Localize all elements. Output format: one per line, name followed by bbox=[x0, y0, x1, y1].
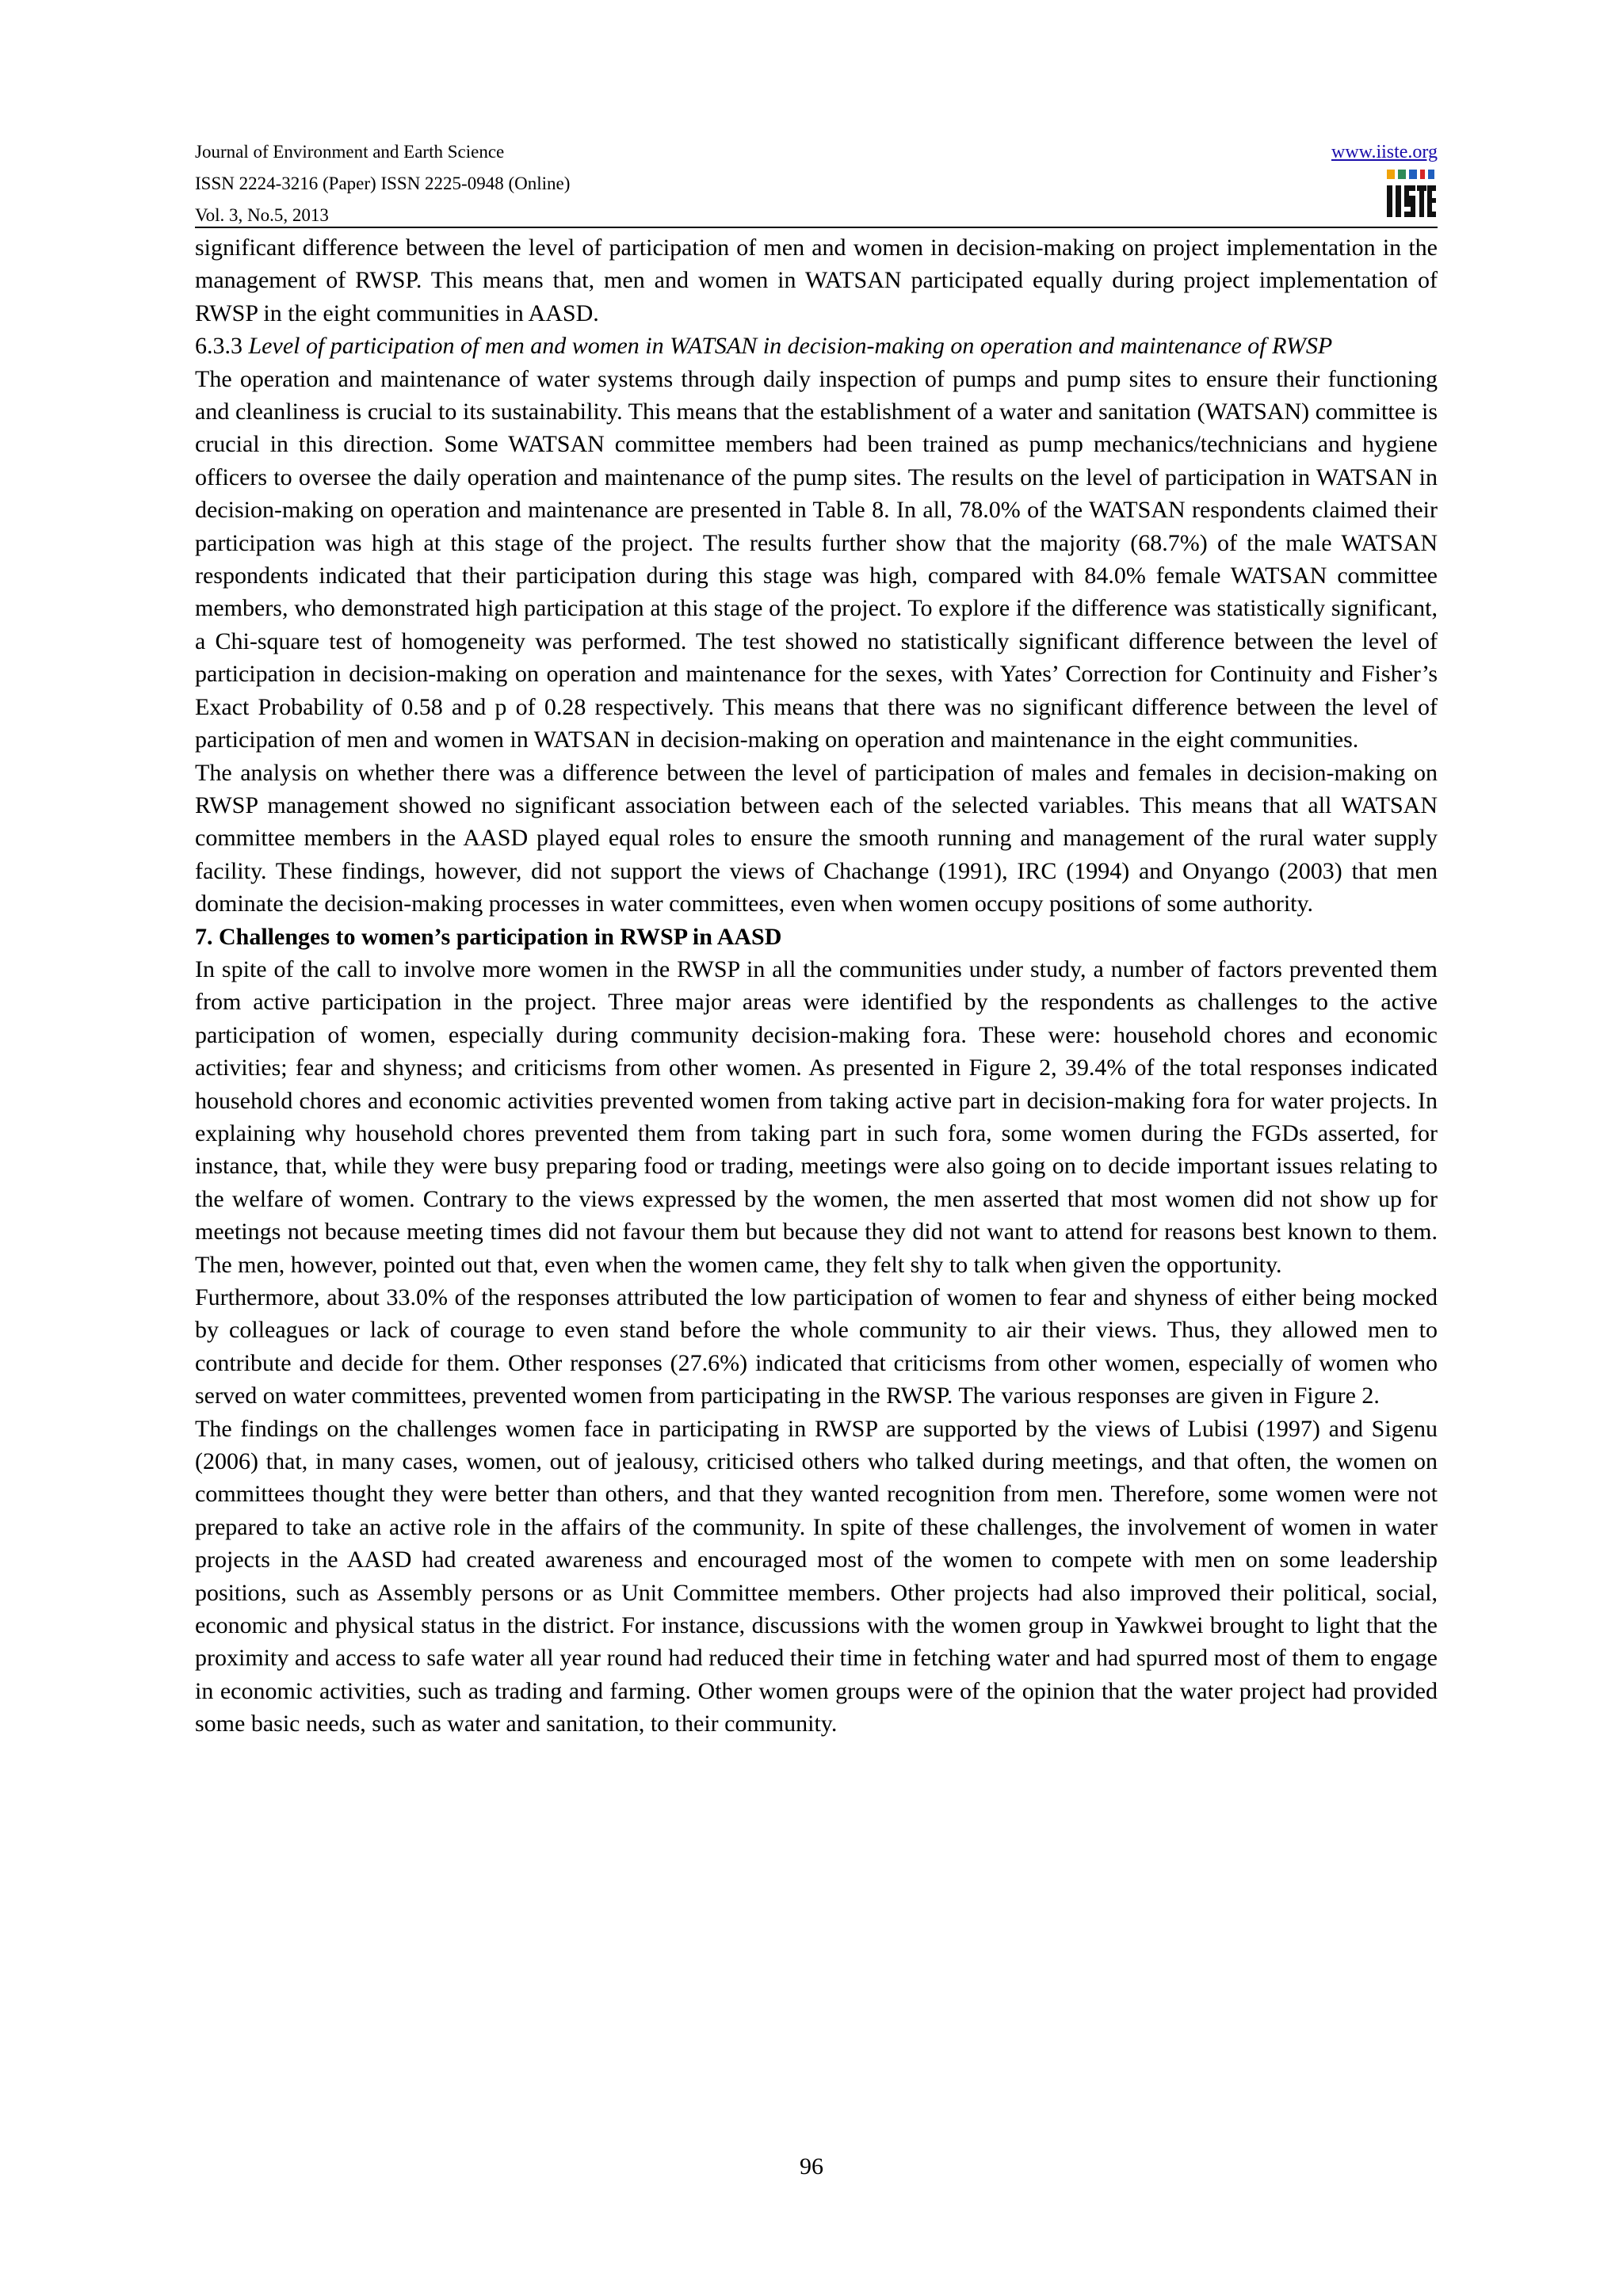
paragraph-findings: The findings on the challenges women face in participating in RWSP are supported by the views of Lubisi (1997) and Sigenu (2006) that, in many cases, women, out of jealousy, criticised others who talked during meetings, and that often, the women on committees thought they were better than others, and that they wanted recognition from men. Therefore, some women were not prepared to take an active role in the affairs of the community. In spite of these challenges, the involvement of women in water projects in the AASD had created awareness and encouraged most of the women to compete with men on some leadership positions, such as Assembly persons or as Unit Committee members. Other projects had also improved their political, social, economic and physical status in the district. For instance, discussions with the women group in Yawkwei brought to light that the proximity and access to safe water all year round had reduced their time in fetching water and had spurred most of them to engage in economic activities, such as trading and farming. Other women groups were of the opinion that the water project had provided some basic needs, such as water and sanitation, to their community. bbox=[195, 1415, 1438, 1737]
paragraph-analysis: The analysis on whether there was a difference between the level of participation of males and females in decision-making on RWSP management showed no significant association between each of the selected variables. This means that all WATSAN committee members in the AASD played equal roles to ensure the smooth running and management of the rural water supply facility. These findings, however, did not support the views of Chachange (1991), IRC (1994) and Onyango (2003) that men dominate the decision-making processes in water committees, even when women occupy positions of some authority. bbox=[195, 759, 1438, 917]
subsection-number: 6.3.3 bbox=[195, 333, 242, 360]
paragraph-continuation: significant difference between the level of participation of men and women in decision-making on project implementation in the management of RWSP. This means that, men and women in WATSAN participated equally during project implementation of RWSP in the eight communities in AASD. bbox=[195, 235, 1438, 326]
paragraph-operation-maintenance: The operation and maintenance of water systems through daily inspection of pumps and pump sites to ensure their functioning and cleanliness is crucial to its sustainability. This means that the establishment of a water and sanitation (WATSAN) committee is crucial in this direction. Some WATSAN committee members had been trained as pump mechanics/technicians and hygiene officers to oversee the daily operation and maintenance of the pump sites. The results on the level of participation in WATSAN in decision-making on operation and maintenance are presented in Table 8. In all, 78.0% of the WATSAN respondents claimed their participation was high at this stage of the project. The results further show that the majority (68.7%) of the male WATSAN respondents indicated that their participation during this stage was high, compared with 84.0% female WATSAN committee members, who demonstrated high participation at this stage of the project. To explore if the difference was statistically significant, a Chi-square test of homogeneity was performed. The test showed no statistically significant difference between the level of participation in decision-making on operation and maintenance for the sexes, with Yates’ Correction for Continuity and Fisher’s Exact Probability of 0.58 and p of 0.28 respectively. This means that there was no significant difference between the level of participation of men and women in WATSAN in decision-making on operation and maintenance in the eight communities. bbox=[195, 365, 1438, 753]
subsection-heading bbox=[195, 330, 1438, 362]
journal-volume: Vol. 3, No.5, 2013 bbox=[195, 205, 329, 225]
section-7-heading: 7. Challenges to women’s participation in RWSP in AASD bbox=[195, 923, 782, 950]
paragraph-fear-shyness: Furthermore, about 33.0% of the responses attributed the low participation of women to fear and shyness of either being mocked by colleagues or lack of courage to even stand before the whole community to air their views. Thus, they allowed men to contribute and decide for them. Other responses (27.6%) indicated that criticisms from other women, especially of women who served on water committees, prevented women from participating in the RWSP. The various responses are given in Figure 2. bbox=[195, 1284, 1438, 1409]
journal-name: Journal of Environment and Earth Science bbox=[195, 142, 505, 162]
article-body bbox=[195, 231, 1438, 1741]
website-link[interactable]: www.iiste.org bbox=[1331, 142, 1438, 162]
subsection-title: Level of participation of men and women in WATSAN in decision-making on operation and maintenance of RWSP bbox=[248, 333, 1333, 360]
iiste-logo-icon bbox=[1384, 168, 1438, 222]
page-number: 96 bbox=[800, 2153, 823, 2180]
header-rule bbox=[195, 227, 1438, 228]
paragraph-challenges: In spite of the call to involve more women in the RWSP in all the communities under study, a number of factors prevented them from active participation in the project. Three major areas were identified by the respondents as challenges to the active participation of women, especially during community decision-making fora. These were: household chores and economic activities; fear and shyness; and criticisms from other women. As presented in Figure 2, 39.4% of the total responses indicated household chores and economic activities prevented women from taking active part in decision-making fora for water projects. In explaining why household chores prevented them from taking part in such fora, some women during the FGDs asserted, for instance, that, while they were busy preparing food or trading, meetings were also going on to decide important issues relating to the welfare of women. Contrary to the views expressed by the women, the men asserted that most women did not show up for meetings not because meeting times did not favour them but because they did not want to attend for reasons best known to them. The men, however, pointed out that, even when the women came, they felt shy to talk when given the opportunity. bbox=[195, 955, 1438, 1278]
journal-issn: ISSN 2224-3216 (Paper) ISSN 2225-0948 (Online) bbox=[195, 174, 571, 193]
journal-header bbox=[195, 136, 1438, 225]
